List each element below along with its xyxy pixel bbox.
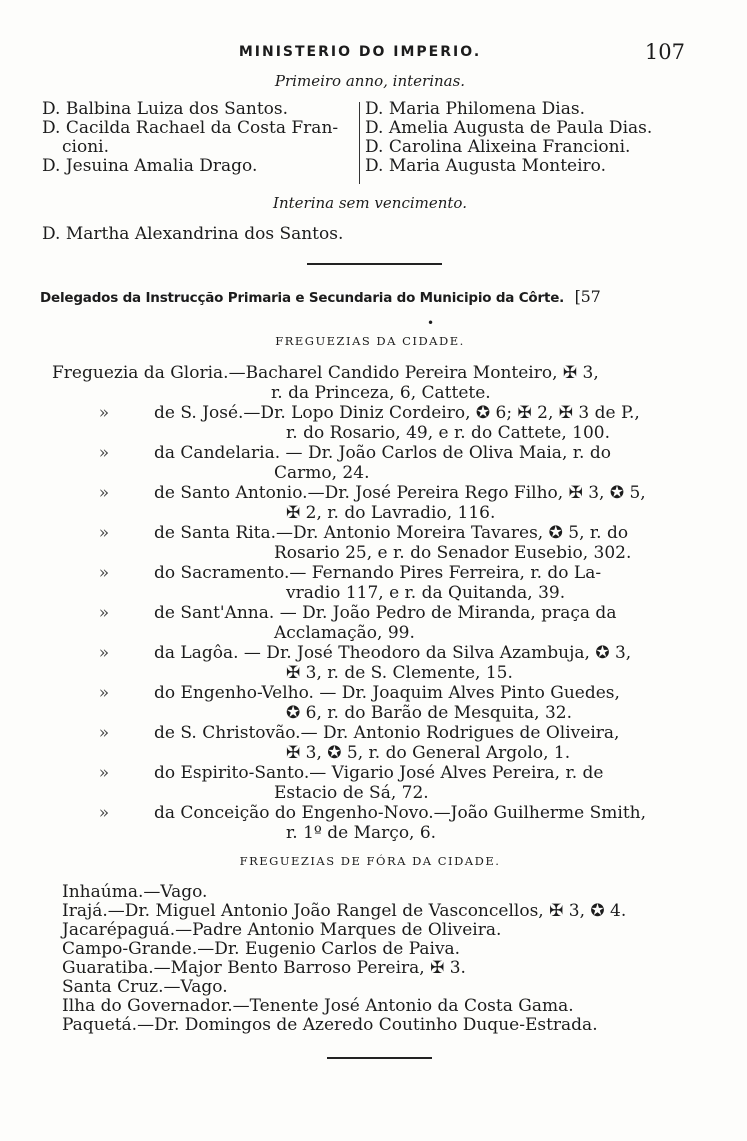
entry-lead: de Santa Rita.—Dr. Antonio Moreira Tavares, ✪ 5, r. do [154,523,629,543]
outer-freguezia-entry: Inhaúma.—Vago. [62,882,208,902]
ditto-mark: » [98,763,110,783]
entry-lead: de S. José.—Dr. Lopo Diniz Cordeiro, ✪ 6; ✠ 2, ✠ 3 de P., [154,403,640,423]
sem-vencimento-name: D. Martha Alexandrina dos Santos. [42,224,344,244]
entry-lead: da Candelaria. — Dr. João Carlos de Oliva Maia, r. do [154,443,611,463]
outer-freguezia-entry: Irajá.—Dr. Miguel Antonio João Rangel de Vasconcellos, ✠ 3, ✪ 4. [62,901,627,921]
outer-heading: FREGUEZIAS DE FÓRA DA CIDADE. [239,854,501,868]
entry-continuation: ✠ 2, r. do Lavradio, 116. [286,502,496,523]
page-number: 107 [644,40,685,64]
interinas-heading: Primeiro anno, interinas. [274,72,466,90]
freguezia-entry [54,564,700,603]
page-header [0,40,747,66]
entry-continuation: ✪ 6, r. do Barão de Mesquita, 32. [286,702,573,723]
freguezia-entry [54,804,700,843]
outer-freguezia-entry: Campo-Grande.—Dr. Eugenio Carlos de Paiva. [62,939,461,959]
entry-lead: de S. Christovão.— Dr. Antonio Rodrigues de Oliveira, [154,723,620,743]
entry-continuation: Acclamação, 99. [274,622,415,643]
interinas-right-column [365,100,705,176]
interinas-left-column [42,100,360,176]
city-heading: FREGUEZIAS DA CIDADE. [275,334,465,348]
entry-lead: da Conceição do Engenho-Novo.—João Guilherme Smith, [154,803,647,823]
freguezia-entry [54,444,700,483]
entry-lead: do Engenho-Velho. — Dr. Joaquim Alves Pinto Guedes, [154,683,620,703]
ditto-mark: » [98,523,110,543]
column-divider [359,102,360,184]
interina-name: D. Balbina Luiza dos Santos. [42,99,289,119]
entry-continuation: ✠ 3, r. de S. Clemente, 15. [286,662,513,683]
interina-name: D. Cacilda Rachael da Costa Fran- [42,118,339,138]
interinas-columns [42,100,702,186]
outer-freguezia-entry: Jacarépaguá.—Padre Antonio Marques de Oliveira. [62,920,502,940]
outer-freguezia-entry: Paquetá.—Dr. Domingos de Azeredo Coutinho Duque-Estrada. [62,1015,598,1035]
freguezias-list [54,364,700,844]
freguezia-entry [54,764,700,803]
ditto-mark: » [98,443,110,463]
freguezia-entry [54,404,700,443]
entry-lead: de Santo Antonio.—Dr. José Pereira Rego Filho, ✠ 3, ✪ 5, [154,483,646,503]
entry-lead: de Sant'Anna. — Dr. João Pedro de Miranda, praça da [154,603,617,623]
entry-continuation: r. 1º de Março, 6. [286,822,437,843]
outer-freguezias-list [62,883,712,1035]
entry-lead: do Espirito-Santo.— Vigario José Alves Pereira, r. de [154,763,604,783]
interina-name: D. Jesuina Amalia Drago. [42,156,258,176]
freguezia-entry [54,684,700,723]
section-rule [307,263,442,265]
entry-continuation: Estacio de Sá, 72. [274,782,429,803]
outer-freguezia-entry: Ilha do Governador.—Tenente José Antonio da Costa Gama. [62,996,574,1016]
interina-name: D. Amelia Augusta de Paula Dias. [365,118,653,138]
ditto-mark: » [98,643,110,663]
entry-continuation: Carmo, 24. [274,462,370,483]
entry-continuation: r. do Rosario, 49, e r. do Cattete, 100. [286,422,610,443]
ditto-mark: » [98,483,110,503]
section-reference: [57 [574,287,601,306]
interina-name-continued: cioni. [62,137,109,157]
sem-vencimento-heading: Interina sem vencimento. [273,194,467,212]
entry-continuation: Rosario 25, e r. do Senador Eusebio, 302. [274,542,632,563]
freguezia-entry [54,604,700,643]
entry-lead: da Lagôa. — Dr. José Theodoro da Silva Azambuja, ✪ 3, [154,643,632,663]
interina-name: D. Maria Philomena Dias. [365,99,585,119]
ditto-mark: » [98,603,110,623]
entry-continuation: ✠ 3, ✪ 5, r. do General Argolo, 1. [286,742,571,763]
ditto-mark: » [98,723,110,743]
ditto-mark: » [98,803,110,823]
freguezia-entry [54,644,700,683]
entry-lead: do Sacramento.— Fernando Pires Ferreira, r. do La- [154,563,602,583]
interina-name: D. Carolina Alixeina Francioni. [365,137,631,157]
ornament-dot: • [427,316,435,330]
freguezia-entry [54,524,700,563]
freguezia-entry [54,364,700,403]
outer-freguezia-entry: Guaratiba.—Major Bento Barroso Pereira, ✠ 3. [62,958,466,978]
freguezia-entry [54,724,700,763]
closing-rule [327,1057,432,1059]
section-title-text: Delegados da Instrucção Primaria e Secundaria do Municipio da Côrte. [40,290,565,306]
freguezia-entry [54,484,700,523]
ditto-mark: » [98,403,110,423]
ditto-mark: » [98,563,110,583]
interina-name: D. Maria Augusta Monteiro. [365,156,607,176]
entry-continuation: r. da Princeza, 6, Cattete. [271,382,491,403]
section-title [40,287,720,306]
running-title: MINISTERIO DO IMPERIO. [238,44,482,60]
entry-continuation: vradio 117, e r. da Quitanda, 39. [286,582,566,603]
entry-lead: Freguezia da Gloria.—Bacharel Candido Pereira Monteiro, ✠ 3, [52,363,599,383]
outer-freguezia-entry: Santa Cruz.—Vago. [62,977,228,997]
ditto-mark: » [98,683,110,703]
